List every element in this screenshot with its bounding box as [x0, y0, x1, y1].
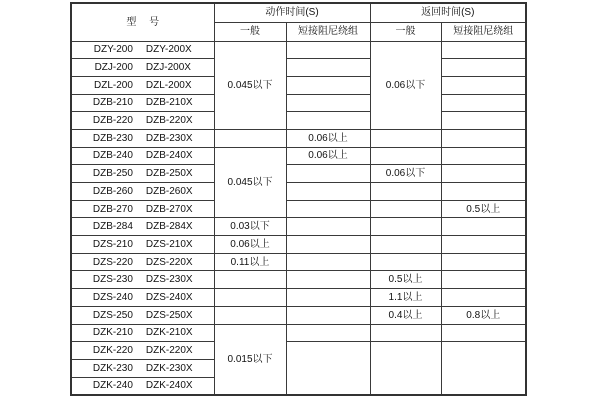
table-row — [71, 324, 526, 342]
model-cell — [71, 147, 214, 165]
model-cell — [71, 377, 214, 395]
relay-spec-table — [70, 2, 527, 396]
value-cell-action-general: 0.03以下 — [214, 218, 286, 236]
col-header-return-time: 返回时间(S) — [370, 3, 526, 22]
value-cell-return-damping — [441, 165, 526, 183]
model-name-x: DZS-210X — [145, 238, 193, 250]
model-name-x: DZB-220X — [145, 115, 193, 127]
value-cell-action-damping — [286, 218, 370, 236]
value-cell-action-general: 0.015以下 — [214, 324, 286, 395]
table-row — [71, 271, 526, 289]
table-row — [71, 306, 526, 324]
model-name: DZK-220 — [92, 345, 133, 357]
value-cell-return-damping — [441, 324, 526, 342]
model-cell — [71, 165, 214, 183]
value-cell-action-damping — [286, 271, 370, 289]
model-name-x: DZB-240X — [145, 150, 193, 162]
model-name: DZL-200 — [94, 79, 133, 91]
model-cell — [71, 129, 214, 147]
model-name-x: DZB-250X — [145, 168, 193, 180]
value-cell-action-general — [214, 306, 286, 324]
table-row — [71, 165, 526, 183]
table-row — [71, 147, 526, 165]
value-cell-action-damping — [286, 289, 370, 307]
value-cell-return-damping — [441, 41, 526, 59]
value-cell-action-general — [214, 129, 286, 147]
table-row — [71, 76, 526, 94]
col-header-action-time: 动作时间(S) — [214, 3, 370, 22]
model-name-x: DZB-210X — [145, 97, 193, 109]
model-name-x: DZB-230X — [145, 132, 193, 144]
value-cell-action-general: 0.11以上 — [214, 253, 286, 271]
value-cell-return-general — [370, 342, 441, 395]
value-cell-return-general: 0.06以下 — [370, 165, 441, 183]
value-cell-action-damping: 0.06以上 — [286, 147, 370, 165]
model-name: DZB-250 — [92, 168, 133, 180]
model-name: DZB-260 — [92, 185, 133, 197]
value-cell-action-damping — [286, 59, 370, 77]
value-cell-return-damping — [441, 271, 526, 289]
value-cell-return-damping: 0.8以上 — [441, 306, 526, 324]
value-cell-return-damping — [441, 183, 526, 201]
value-cell-return-general — [370, 253, 441, 271]
model-name-x: DZK-210X — [145, 327, 193, 339]
model-name-x: DZS-240X — [145, 291, 193, 303]
value-cell-return-general — [370, 200, 441, 218]
model-name: DZS-210 — [92, 238, 133, 250]
model-name: DZS-230 — [92, 274, 133, 286]
table-row — [71, 236, 526, 254]
value-cell-return-general: 0.4以上 — [370, 306, 441, 324]
model-name: DZS-250 — [92, 309, 133, 321]
table-row — [71, 218, 526, 236]
model-cell — [71, 324, 214, 342]
model-cell — [71, 306, 214, 324]
value-cell-return-general — [370, 147, 441, 165]
model-cell — [71, 200, 214, 218]
model-name: DZS-240 — [92, 291, 133, 303]
table-row — [71, 342, 526, 360]
value-cell-action-damping — [286, 200, 370, 218]
model-name-x: DZS-220X — [145, 256, 193, 268]
value-cell-return-general — [370, 324, 441, 342]
value-cell-return-damping — [441, 342, 526, 395]
value-cell-return-damping — [441, 59, 526, 77]
table-row — [71, 289, 526, 307]
value-cell-return-damping — [441, 236, 526, 254]
table-row — [71, 112, 526, 130]
value-cell-return-damping: 0.5以上 — [441, 200, 526, 218]
model-name: DZB-210 — [92, 97, 133, 109]
table-row — [71, 41, 526, 59]
value-cell-action-general — [214, 289, 286, 307]
value-cell-action-damping — [286, 76, 370, 94]
value-cell-return-damping — [441, 253, 526, 271]
model-name: DZB-284 — [92, 221, 133, 233]
model-name-x: DZS-230X — [145, 274, 193, 286]
value-cell-return-general: 0.5以上 — [370, 271, 441, 289]
col-header-return-general: 一般 — [370, 22, 441, 41]
table-row — [71, 200, 526, 218]
model-name: DZJ-200 — [94, 62, 133, 74]
value-cell-return-damping — [441, 147, 526, 165]
model-cell — [71, 271, 214, 289]
value-cell-return-general: 1.1以上 — [370, 289, 441, 307]
value-cell-return-general: 0.06以下 — [370, 41, 441, 129]
model-cell — [71, 236, 214, 254]
model-name: DZY-200 — [93, 44, 133, 56]
table-row — [71, 183, 526, 201]
value-cell-return-general — [370, 129, 441, 147]
value-cell-return-damping — [441, 94, 526, 112]
model-cell — [71, 76, 214, 94]
value-cell-return-general — [370, 236, 441, 254]
model-name-x: DZL-200X — [145, 79, 192, 91]
value-cell-action-damping — [286, 41, 370, 59]
value-cell-action-damping — [286, 112, 370, 130]
model-name: DZB-270 — [92, 203, 133, 215]
model-name: DZB-220 — [92, 115, 133, 127]
model-name: DZK-230 — [92, 362, 133, 374]
col-header-return-damping: 短接阻尼绕组 — [441, 22, 526, 41]
model-name-x: DZK-230X — [145, 362, 193, 374]
model-name: DZB-230 — [92, 132, 133, 144]
table-header — [71, 3, 526, 41]
model-cell — [71, 342, 214, 360]
model-name: DZB-240 — [92, 150, 133, 162]
col-header-action-general: 一般 — [214, 22, 286, 41]
model-name-x: DZB-260X — [145, 185, 193, 197]
value-cell-return-damping — [441, 289, 526, 307]
model-cell — [71, 112, 214, 130]
model-name-x: DZY-200X — [145, 44, 192, 56]
table-row — [71, 129, 526, 147]
value-cell-return-damping — [441, 218, 526, 236]
value-cell-return-damping — [441, 76, 526, 94]
table-body — [71, 41, 526, 395]
value-cell-return-general — [370, 183, 441, 201]
value-cell-return-general — [370, 218, 441, 236]
model-name-x: DZJ-200X — [145, 62, 191, 74]
value-cell-action-damping: 0.06以上 — [286, 129, 370, 147]
model-name: DZS-220 — [92, 256, 133, 268]
col-header-action-damping: 短接阻尼绕组 — [286, 22, 370, 41]
value-cell-return-damping — [441, 129, 526, 147]
value-cell-action-damping — [286, 165, 370, 183]
model-cell — [71, 218, 214, 236]
value-cell-action-general: 0.06以上 — [214, 236, 286, 254]
model-name-x: DZS-250X — [145, 309, 193, 321]
value-cell-action-damping — [286, 183, 370, 201]
value-cell-action-general — [214, 271, 286, 289]
model-cell — [71, 183, 214, 201]
col-header-model: 型 号 — [71, 3, 214, 41]
model-name-x: DZB-284X — [145, 221, 193, 233]
model-name-x: DZB-270X — [145, 203, 193, 215]
value-cell-action-damping — [286, 324, 370, 342]
value-cell-action-general: 0.045以下 — [214, 41, 286, 129]
table-row — [71, 94, 526, 112]
table-row — [71, 59, 526, 77]
model-cell — [71, 253, 214, 271]
model-cell — [71, 41, 214, 59]
model-cell — [71, 289, 214, 307]
model-cell — [71, 359, 214, 377]
model-name: DZK-210 — [92, 327, 133, 339]
model-name: DZK-240 — [92, 380, 133, 392]
value-cell-action-damping — [286, 253, 370, 271]
value-cell-return-damping — [441, 112, 526, 130]
model-cell — [71, 94, 214, 112]
value-cell-action-damping — [286, 342, 370, 395]
model-name-x: DZK-220X — [145, 345, 193, 357]
model-name-x: DZK-240X — [145, 380, 193, 392]
value-cell-action-damping — [286, 306, 370, 324]
value-cell-action-damping — [286, 94, 370, 112]
model-cell — [71, 59, 214, 77]
value-cell-action-damping — [286, 236, 370, 254]
value-cell-action-general: 0.045以下 — [214, 147, 286, 218]
table-row — [71, 253, 526, 271]
